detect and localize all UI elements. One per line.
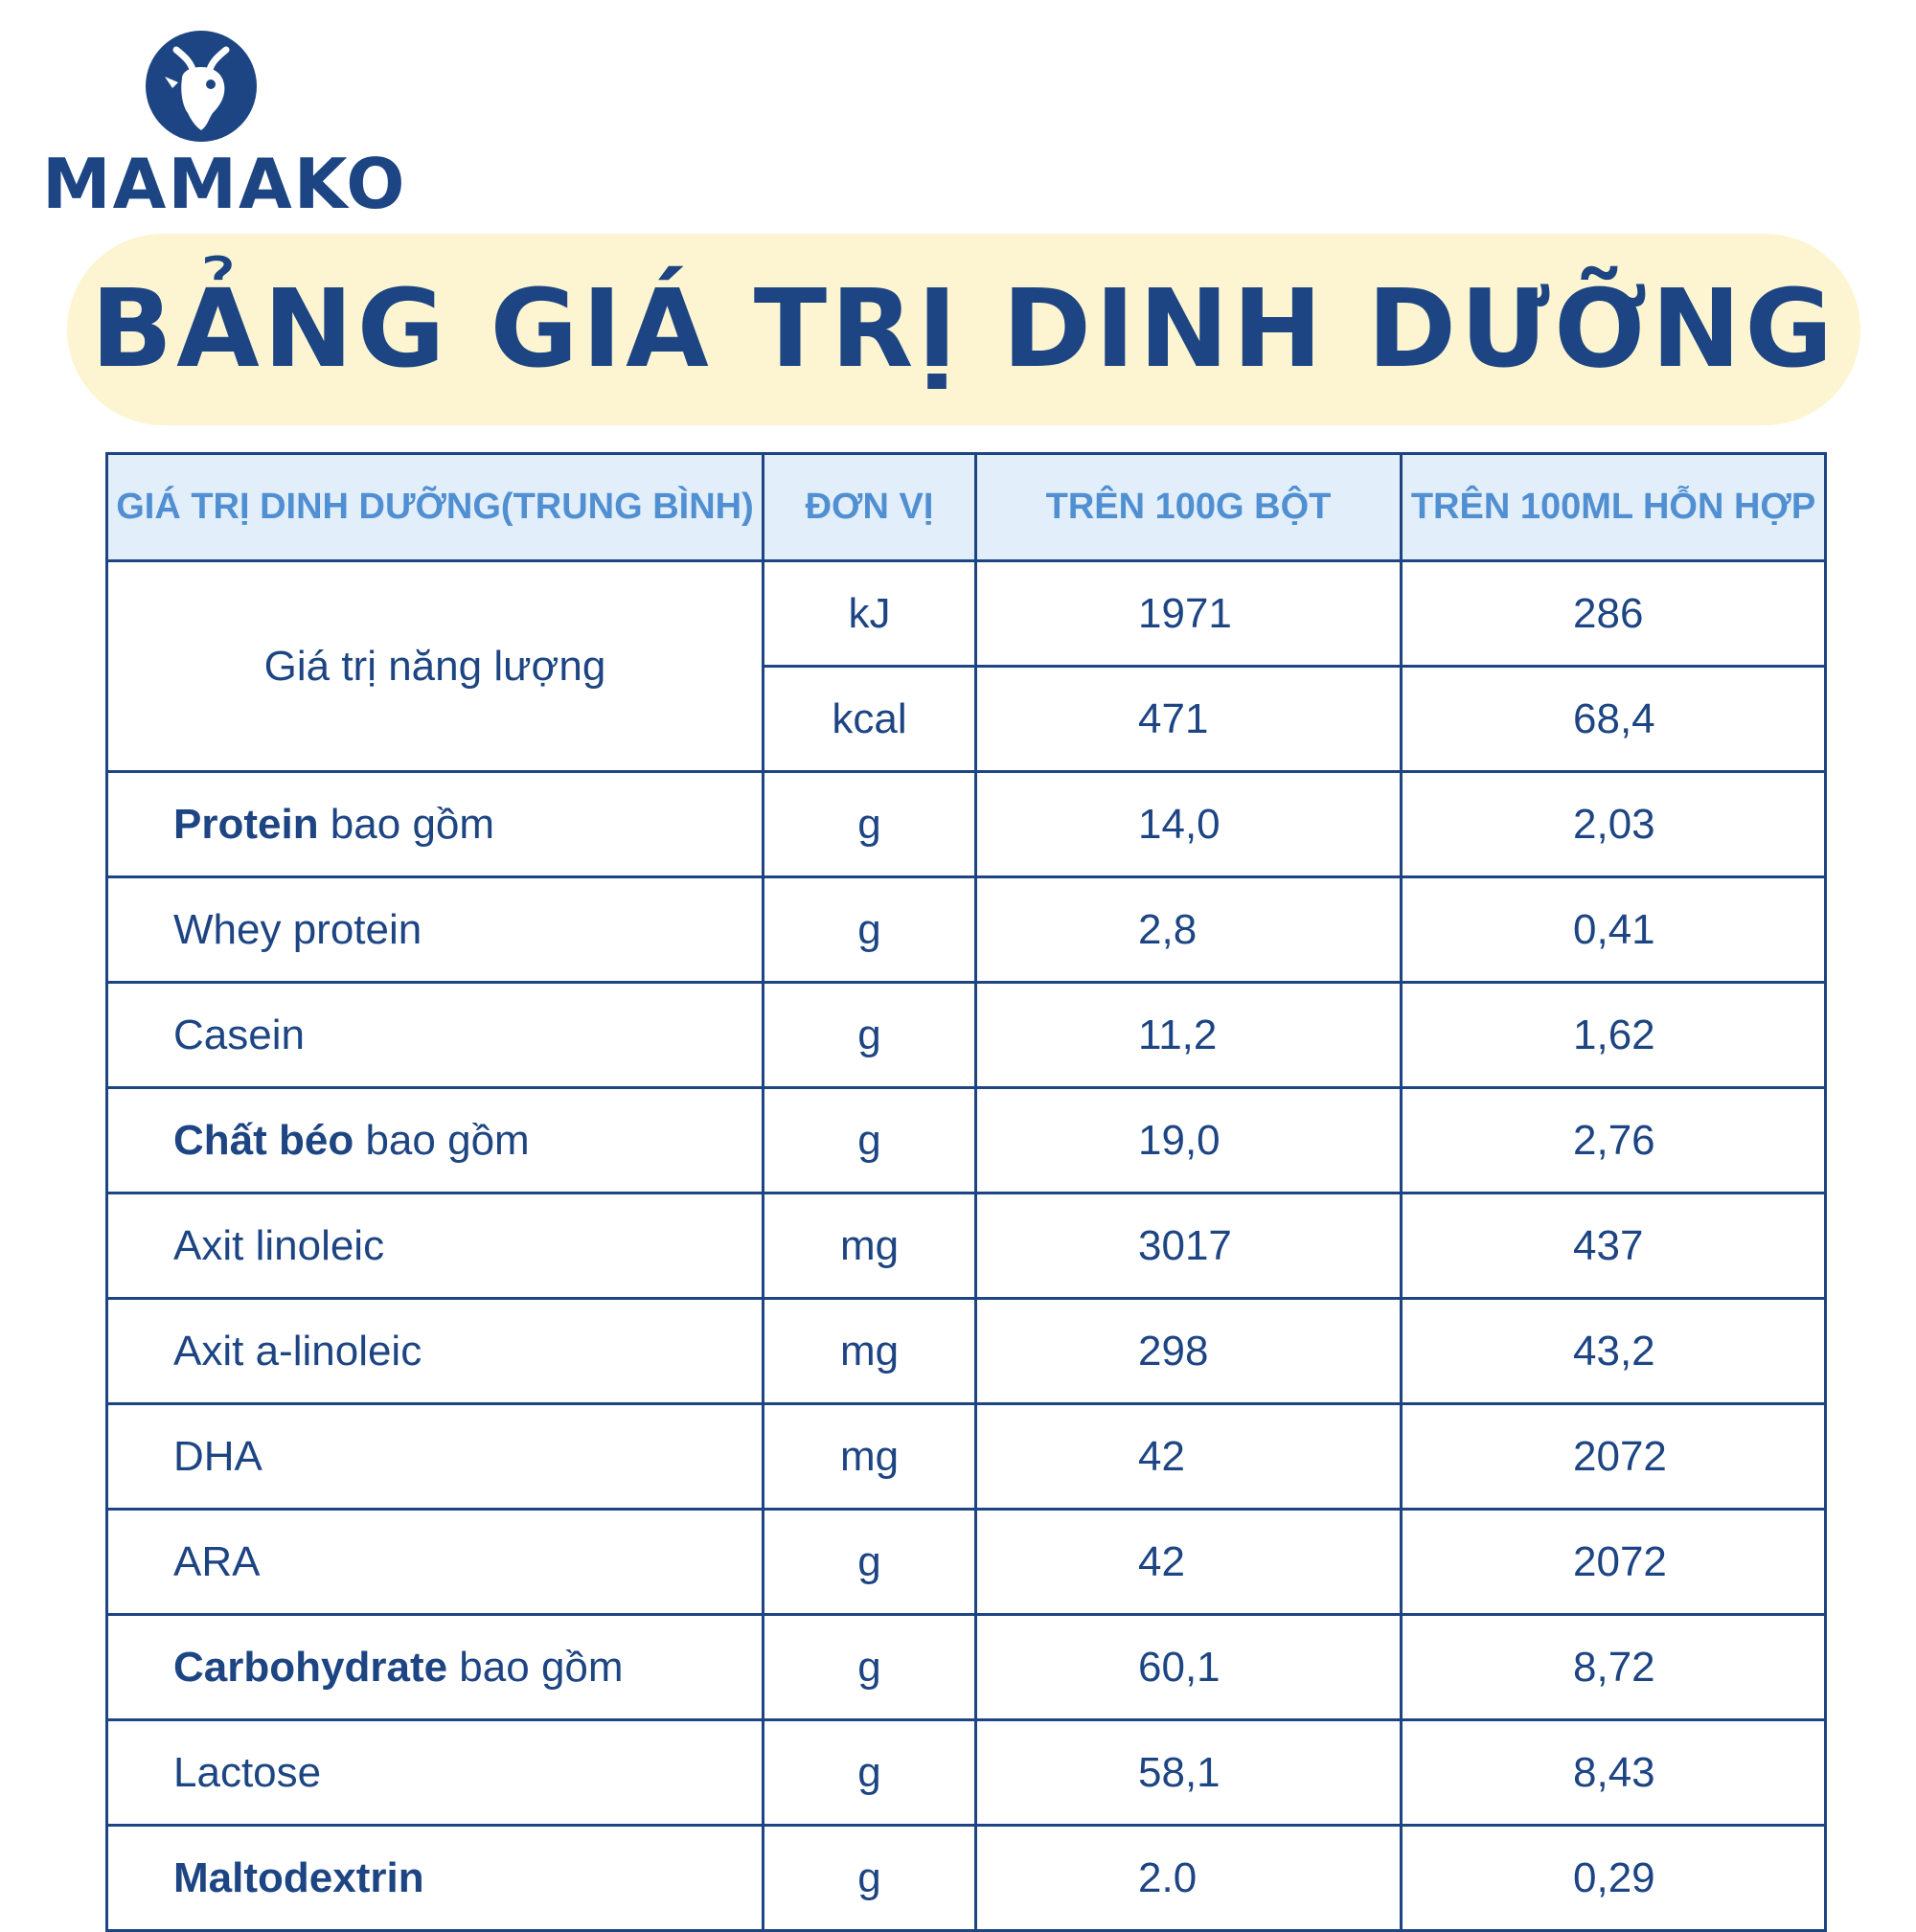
per-100g-cell: 42 xyxy=(976,1510,1402,1615)
nutrient-name-rest: Lactose xyxy=(173,1748,322,1796)
nutrient-name xyxy=(107,1299,764,1404)
per-100ml-cell: 2072 xyxy=(1402,1510,1826,1615)
nutrient-name-rest: bao gồm xyxy=(354,1116,530,1164)
nutrient-name xyxy=(107,1193,764,1299)
unit-cell: g xyxy=(764,1615,976,1720)
per-100ml-cell: 2072 xyxy=(1402,1404,1826,1510)
nutrient-name-rest: ARA xyxy=(173,1537,261,1585)
per-100ml-cell: 0,41 xyxy=(1402,877,1826,983)
per-100g-cell: 1971 xyxy=(976,561,1402,667)
unit-cell: mg xyxy=(764,1193,976,1299)
per-100g-cell: 19,0 xyxy=(976,1088,1402,1193)
per-100ml-cell: 0,29 xyxy=(1402,1826,1826,1931)
per-100g-cell: 2.0 xyxy=(976,1826,1402,1931)
unit-cell: kJ xyxy=(764,561,976,667)
nutrient-name xyxy=(107,1404,764,1510)
nutrient-name-rest: Whey protein xyxy=(173,905,422,953)
table-row xyxy=(107,1720,1826,1826)
per-100g-cell: 58,1 xyxy=(976,1720,1402,1826)
per-100g-cell: 298 xyxy=(976,1299,1402,1404)
nutrient-name-bold: Protein xyxy=(173,800,319,848)
table-row xyxy=(107,877,1826,983)
unit-cell: g xyxy=(764,983,976,1088)
nutrient-name xyxy=(107,877,764,983)
per-100g-cell: 2,8 xyxy=(976,877,1402,983)
per-100ml-cell: 437 xyxy=(1402,1193,1826,1299)
header-unit: ĐƠN VỊ xyxy=(764,454,976,561)
table-row xyxy=(107,1193,1826,1299)
table-row xyxy=(107,772,1826,877)
nutrient-name-bold: Carbohydrate xyxy=(173,1643,448,1691)
nutrient-name-rest: Axit a-linoleic xyxy=(173,1327,422,1375)
unit-cell: kcal xyxy=(764,667,976,772)
per-100g-cell: 14,0 xyxy=(976,772,1402,877)
nutrient-name-rest: Casein xyxy=(173,1011,305,1058)
per-100g-cell: 42 xyxy=(976,1404,1402,1510)
title-banner xyxy=(67,234,1860,425)
table-row xyxy=(107,1615,1826,1720)
per-100g-cell: 471 xyxy=(976,667,1402,772)
table-row xyxy=(107,1510,1826,1615)
per-100ml-cell: 8,72 xyxy=(1402,1615,1826,1720)
per-100ml-cell: 43,2 xyxy=(1402,1299,1826,1404)
page-title: BẢNG GIÁ TRỊ DINH DƯỠNG xyxy=(90,267,1837,392)
table-row xyxy=(107,1404,1826,1510)
nutrient-name-rest: bao gồm xyxy=(318,800,495,848)
nutrient-name-bold: Maltodextrin xyxy=(173,1853,424,1901)
nutrient-name xyxy=(107,1826,764,1931)
nutrient-name-rest: Axit linoleic xyxy=(173,1221,385,1269)
unit-cell: g xyxy=(764,1826,976,1931)
logo-text: MAMAKO xyxy=(42,144,407,224)
header-nutrient: GIÁ TRỊ DINH DƯỠNG(TRUNG BÌNH) xyxy=(107,454,764,561)
unit-cell: mg xyxy=(764,1404,976,1510)
per-100ml-cell: 2,03 xyxy=(1402,772,1826,877)
energy-label: Giá trị năng lượng xyxy=(107,561,764,772)
nutrient-name xyxy=(107,1510,764,1615)
per-100g-cell: 3017 xyxy=(976,1193,1402,1299)
nutrient-name-rest: bao gồm xyxy=(447,1643,624,1691)
table-row xyxy=(107,1826,1826,1931)
goat-head-icon xyxy=(144,29,259,144)
unit-cell: g xyxy=(764,1088,976,1193)
table-row xyxy=(107,1088,1826,1193)
nutrient-name xyxy=(107,983,764,1088)
nutrient-name xyxy=(107,1615,764,1720)
per-100ml-cell: 8,43 xyxy=(1402,1720,1826,1826)
per-100ml-cell: 68,4 xyxy=(1402,667,1826,772)
per-100g-cell: 60,1 xyxy=(976,1615,1402,1720)
table-header-row xyxy=(107,454,1826,561)
header-per-100g: TRÊN 100G BỘT xyxy=(976,454,1402,561)
per-100ml-cell: 1,62 xyxy=(1402,983,1826,1088)
table-row xyxy=(107,983,1826,1088)
nutrient-name xyxy=(107,1088,764,1193)
table-row xyxy=(107,1299,1826,1404)
brand-logo xyxy=(38,27,407,224)
unit-cell: mg xyxy=(764,1299,976,1404)
nutrient-name-bold: Chất béo xyxy=(173,1116,354,1164)
nutrition-table xyxy=(105,452,1827,1932)
unit-cell: g xyxy=(764,772,976,877)
nutrient-name xyxy=(107,1720,764,1826)
nutrient-name xyxy=(107,772,764,877)
per-100g-cell: 11,2 xyxy=(976,983,1402,1088)
unit-cell: g xyxy=(764,877,976,983)
unit-cell: g xyxy=(764,1510,976,1615)
header-per-100ml: TRÊN 100ML HỖN HỢP xyxy=(1402,454,1826,561)
table-row-energy-kj xyxy=(107,561,1826,667)
per-100ml-cell: 2,76 xyxy=(1402,1088,1826,1193)
nutrient-name-rest: DHA xyxy=(173,1432,262,1480)
unit-cell: g xyxy=(764,1720,976,1826)
per-100ml-cell: 286 xyxy=(1402,561,1826,667)
